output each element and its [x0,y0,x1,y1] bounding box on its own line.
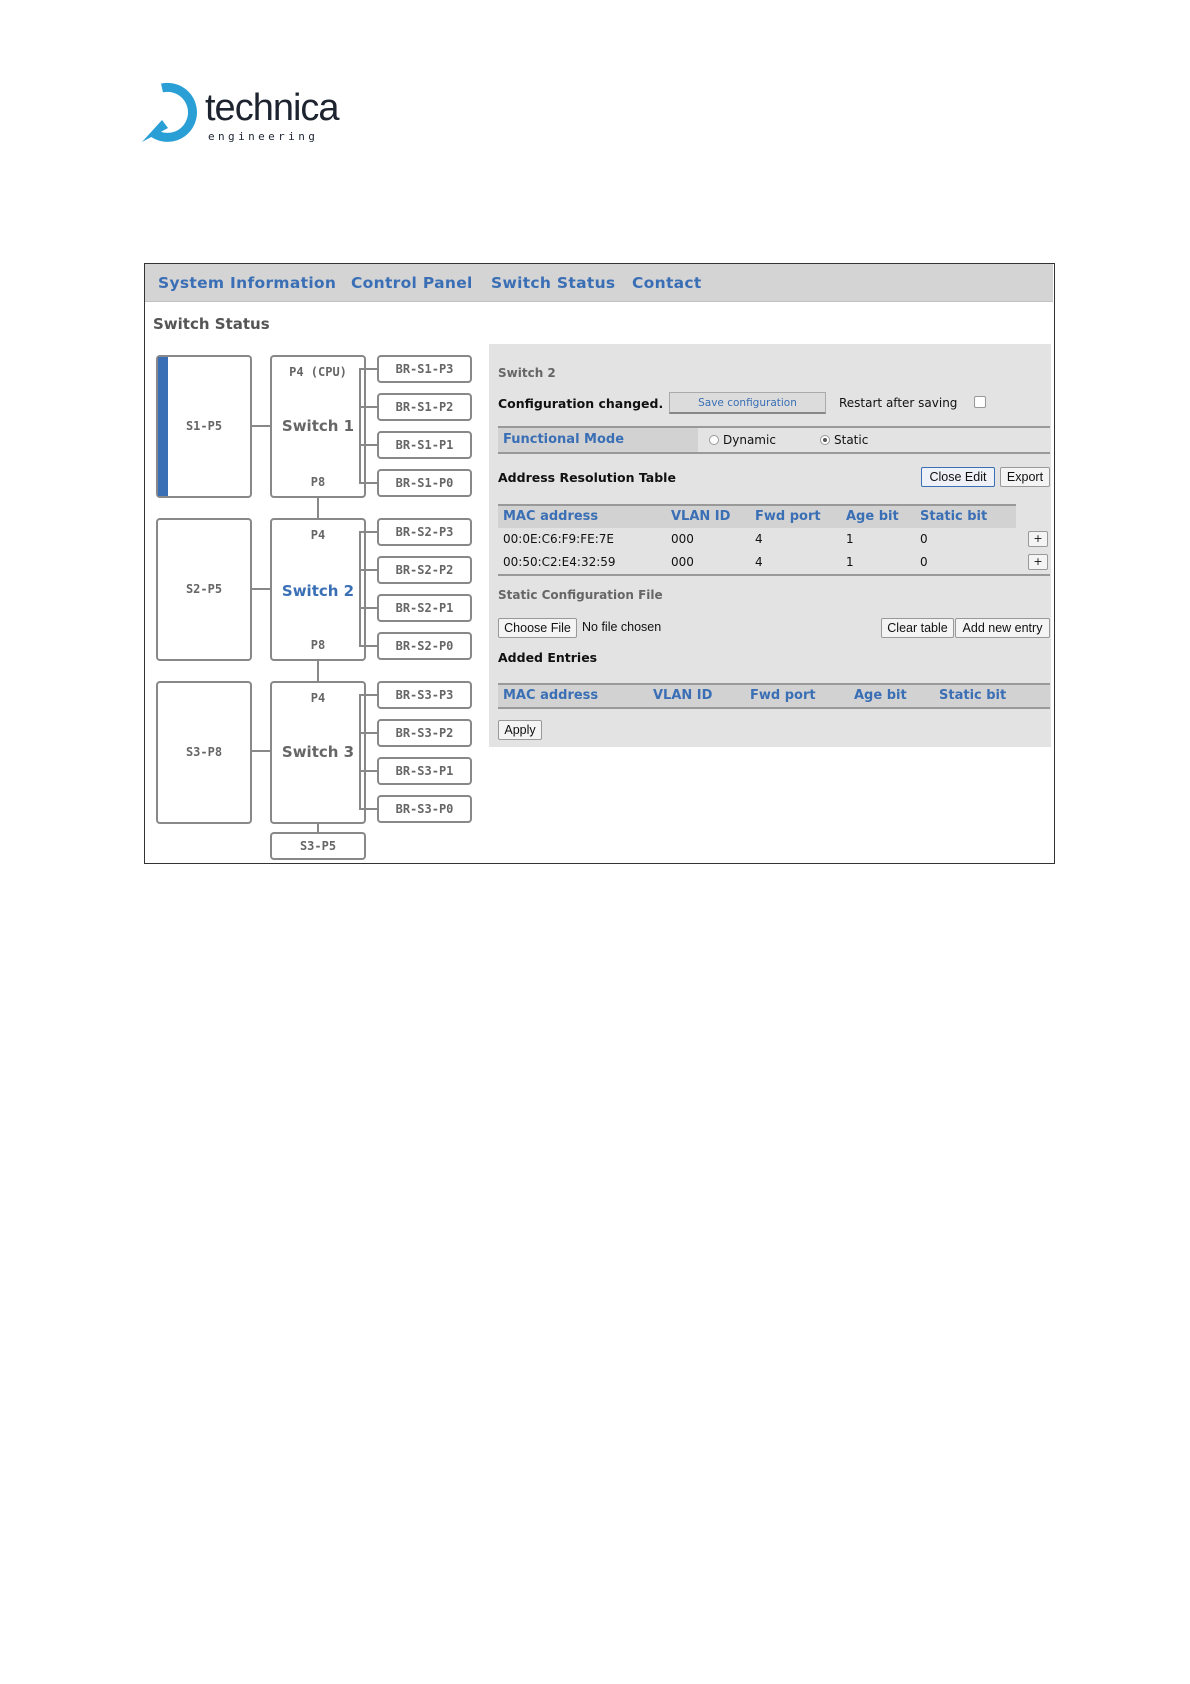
port-br-s2-p1[interactable]: BR-S2-P1 [377,594,472,622]
close-edit-button[interactable]: Close Edit [921,467,995,487]
cell-mac: 00:0E:C6:F9:FE:7E [503,532,614,546]
port-br-s2-p3[interactable]: BR-S2-P3 [377,518,472,546]
switch-2[interactable] [270,518,366,661]
radio-static[interactable] [820,435,830,445]
added-col-age-bit: Age bit [854,688,907,703]
cell-vlan: 000 [671,532,694,546]
app-window [144,263,1055,864]
radio-dynamic[interactable] [709,435,719,445]
config-changed-text: Configuration changed. [498,396,664,411]
switch-config-panel [489,344,1051,747]
col-fwd-port: Fwd port [755,509,821,524]
switch-1[interactable] [270,355,366,498]
port-br-s3-p0[interactable]: BR-S3-P0 [377,795,472,823]
port-br-s1-p3[interactable]: BR-S1-P3 [377,355,472,383]
port-s2-p5[interactable] [156,518,252,661]
switch-2-top-port: P4 [310,528,326,542]
port-br-s1-p0[interactable]: BR-S1-P0 [377,469,472,497]
no-file-text: No file chosen [582,620,662,634]
add-row-button[interactable]: + [1028,554,1048,570]
added-entries-title: Added Entries [498,650,598,665]
switch-2-label: Switch 2 [281,582,355,600]
cell-fwd: 4 [755,555,763,569]
switch-2-bottom-port: P8 [310,638,326,652]
col-mac-address: MAC address [503,509,599,524]
apply-button[interactable]: Apply [498,720,542,740]
radio-static-label: Static [834,433,869,447]
cell-age: 1 [846,555,854,569]
cell-static: 0 [920,532,928,546]
added-col-vlan-id: VLAN ID [653,688,713,703]
art-title: Address Resolution Table [498,470,676,485]
port-br-s1-p2[interactable]: BR-S1-P2 [377,393,472,421]
port-br-s2-p2[interactable]: BR-S2-P2 [377,556,472,584]
added-col-static-bit: Static bit [939,688,1007,703]
port-br-s3-p3[interactable]: BR-S3-P3 [377,681,472,709]
cell-vlan: 000 [671,555,694,569]
add-new-entry-button[interactable]: Add new entry [955,618,1050,638]
panel-title: Switch 2 [498,366,556,380]
cell-fwd: 4 [755,532,763,546]
selection-bar [158,357,168,496]
clear-table-button[interactable]: Clear table [881,618,954,638]
technica-logo-icon [140,80,206,146]
col-static-bit: Static bit [920,509,988,524]
port-br-s1-p1[interactable]: BR-S1-P1 [377,431,472,459]
port-br-s3-p1[interactable]: BR-S3-P1 [377,757,472,785]
cell-mac: 00:50:C2:E4:32:59 [503,555,616,569]
choose-file-button[interactable]: Choose File [498,618,577,638]
nav-contact[interactable]: Contact [632,274,702,292]
port-label: S1-P5 [185,419,223,433]
switch-1-top-port: P4 (CPU) [289,365,347,379]
port-s1-p5[interactable] [156,355,252,498]
switch-3[interactable] [270,681,366,824]
nav-system-information[interactable]: System Information [158,274,337,292]
cell-age: 1 [846,532,854,546]
static-config-title: Static Configuration File [498,588,663,602]
switch-1-label: Switch 1 [281,417,355,435]
page-title: Switch Status [153,315,270,333]
port-br-s2-p0[interactable]: BR-S2-P0 [377,632,472,660]
logo-wordmark: technica [205,87,339,129]
logo-subtitle: engineering [208,130,319,143]
port-s3-p8[interactable] [156,681,252,824]
switch-diagram [145,264,485,864]
radio-dynamic-label: Dynamic [723,433,776,447]
restart-checkbox[interactable] [974,396,986,408]
port-s3-p5[interactable]: S3-P5 [270,832,366,860]
export-button[interactable]: Export [1000,467,1050,487]
col-age-bit: Age bit [846,509,899,524]
nav-switch-status[interactable]: Switch Status [491,274,616,292]
functional-mode-label: Functional Mode [503,432,625,447]
nav-control-panel[interactable]: Control Panel [351,274,473,292]
restart-label: Restart after saving [839,396,958,410]
added-col-mac-address: MAC address [503,688,599,703]
switch-1-bottom-port: P8 [310,475,326,489]
port-label: S3-P8 [185,745,223,759]
add-row-button[interactable]: + [1028,531,1048,547]
cell-static: 0 [920,555,928,569]
switch-3-top-port: P4 [310,691,326,705]
save-configuration-button[interactable]: Save configuration [669,392,826,414]
col-vlan-id: VLAN ID [671,509,731,524]
added-col-fwd-port: Fwd port [750,688,816,703]
port-br-s3-p2[interactable]: BR-S3-P2 [377,719,472,747]
switch-3-label: Switch 3 [281,743,355,761]
port-label: S2-P5 [185,582,223,596]
